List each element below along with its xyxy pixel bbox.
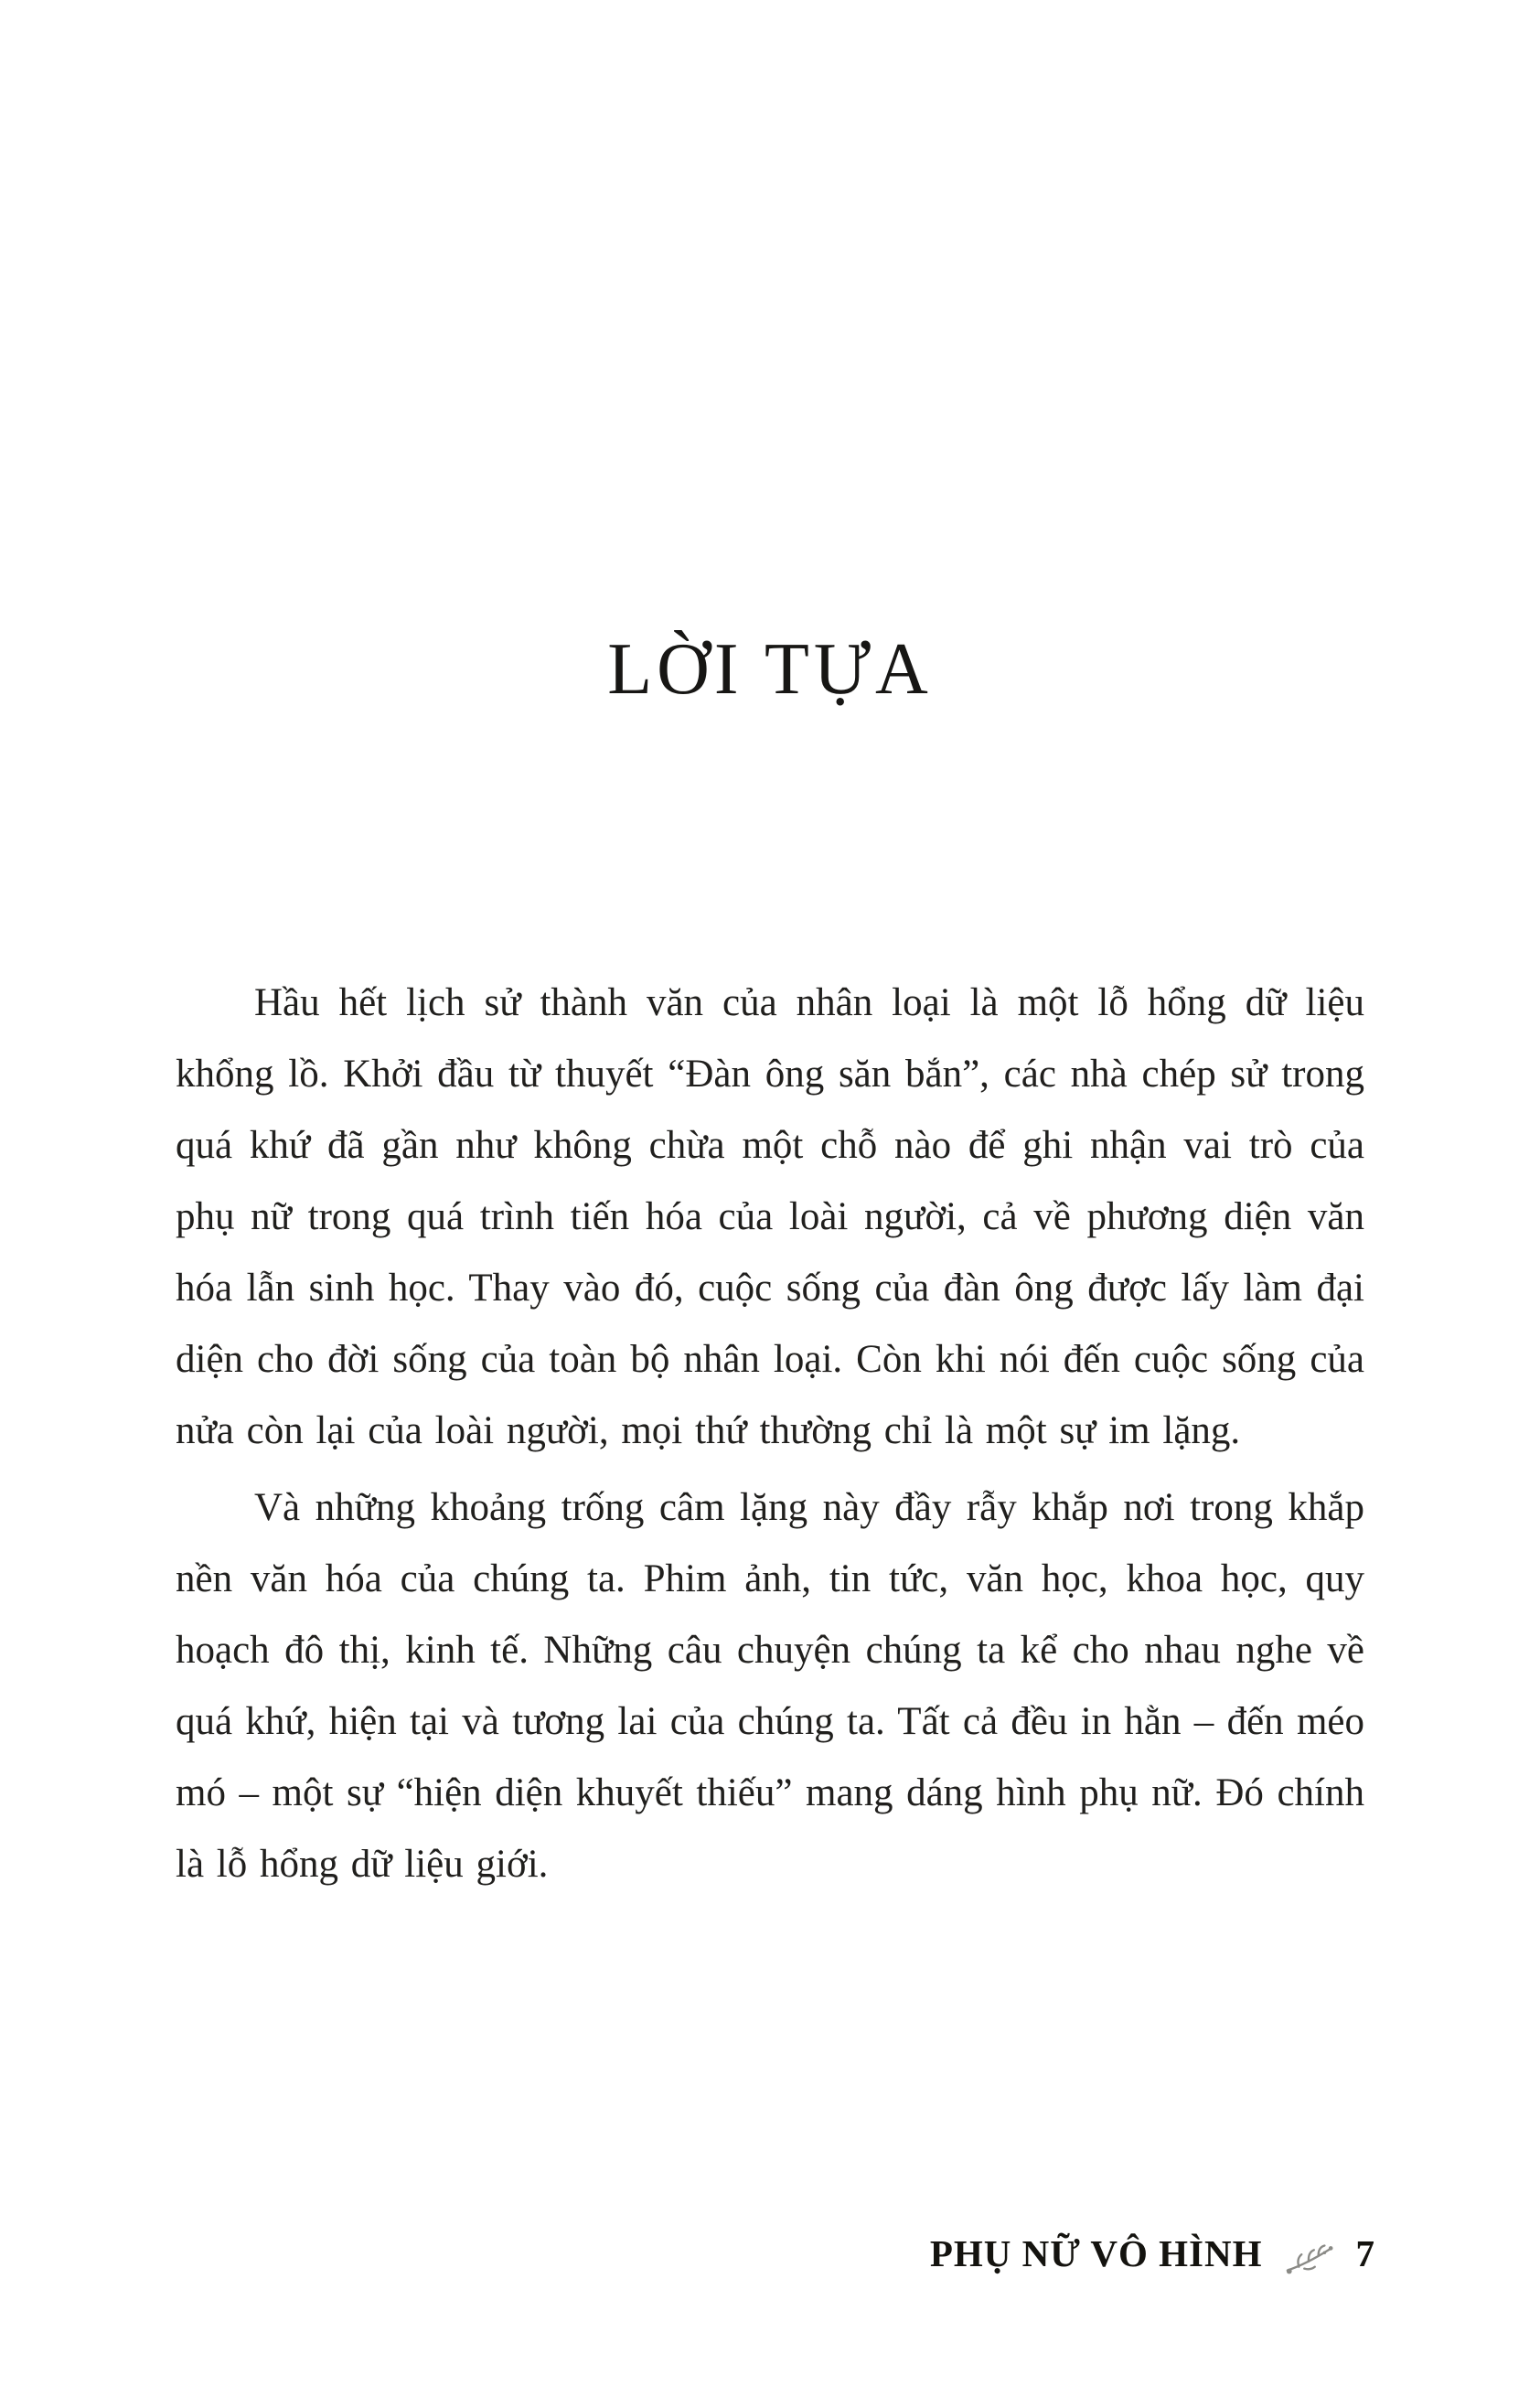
paragraph-2: Và những khoảng trống câm lặng này đầy rẫy khắp nơi trong khắp nền văn hóa của chúng ta. Phim ảnh, tin tức, văn học, khoa học, quy hoạch đô thị, kinh tế. Những câu chuyện chúng ta kể cho nhau nghe về quá khứ, hiện tại và tương lai của chúng ta. Tất cả đều in hằn – đến méo mó – một sự “hiện diện khuyết thiếu” mang dáng hình phụ nữ. Đó chính là lỗ hổng dữ liệu giới. <box>176 1486 1364 1886</box>
paragraph-1: Hầu hết lịch sử thành văn của nhân loại là một lỗ hổng dữ liệu khổng lồ. Khởi đầu từ thuyết “Đàn ông săn bắn”, các nhà chép sử trong quá khứ đã gần như không chừa một chỗ nào để ghi nhận vai trò của phụ nữ trong quá trình tiến hóa của loài người, cả về phương diện văn hóa lẫn sinh học. Thay vào đó, cuộc sống của đàn ông được lấy làm đại diện cho đời sống của toàn bộ nhân loại. Còn khi nói đến cuộc sống của nửa còn lại của loài người, mọi thứ thường chỉ là một sự im lặng. <box>176 981 1364 1452</box>
footer-book-title: PHỤ NỮ VÔ HÌNH <box>929 2232 1263 2274</box>
page-footer <box>930 2231 1375 2275</box>
page-number: 7 <box>1355 2232 1375 2274</box>
floral-sprig-icon <box>1283 2241 1336 2277</box>
body-text <box>176 968 1364 1900</box>
chapter-title: LỜI TỰA <box>607 629 933 710</box>
